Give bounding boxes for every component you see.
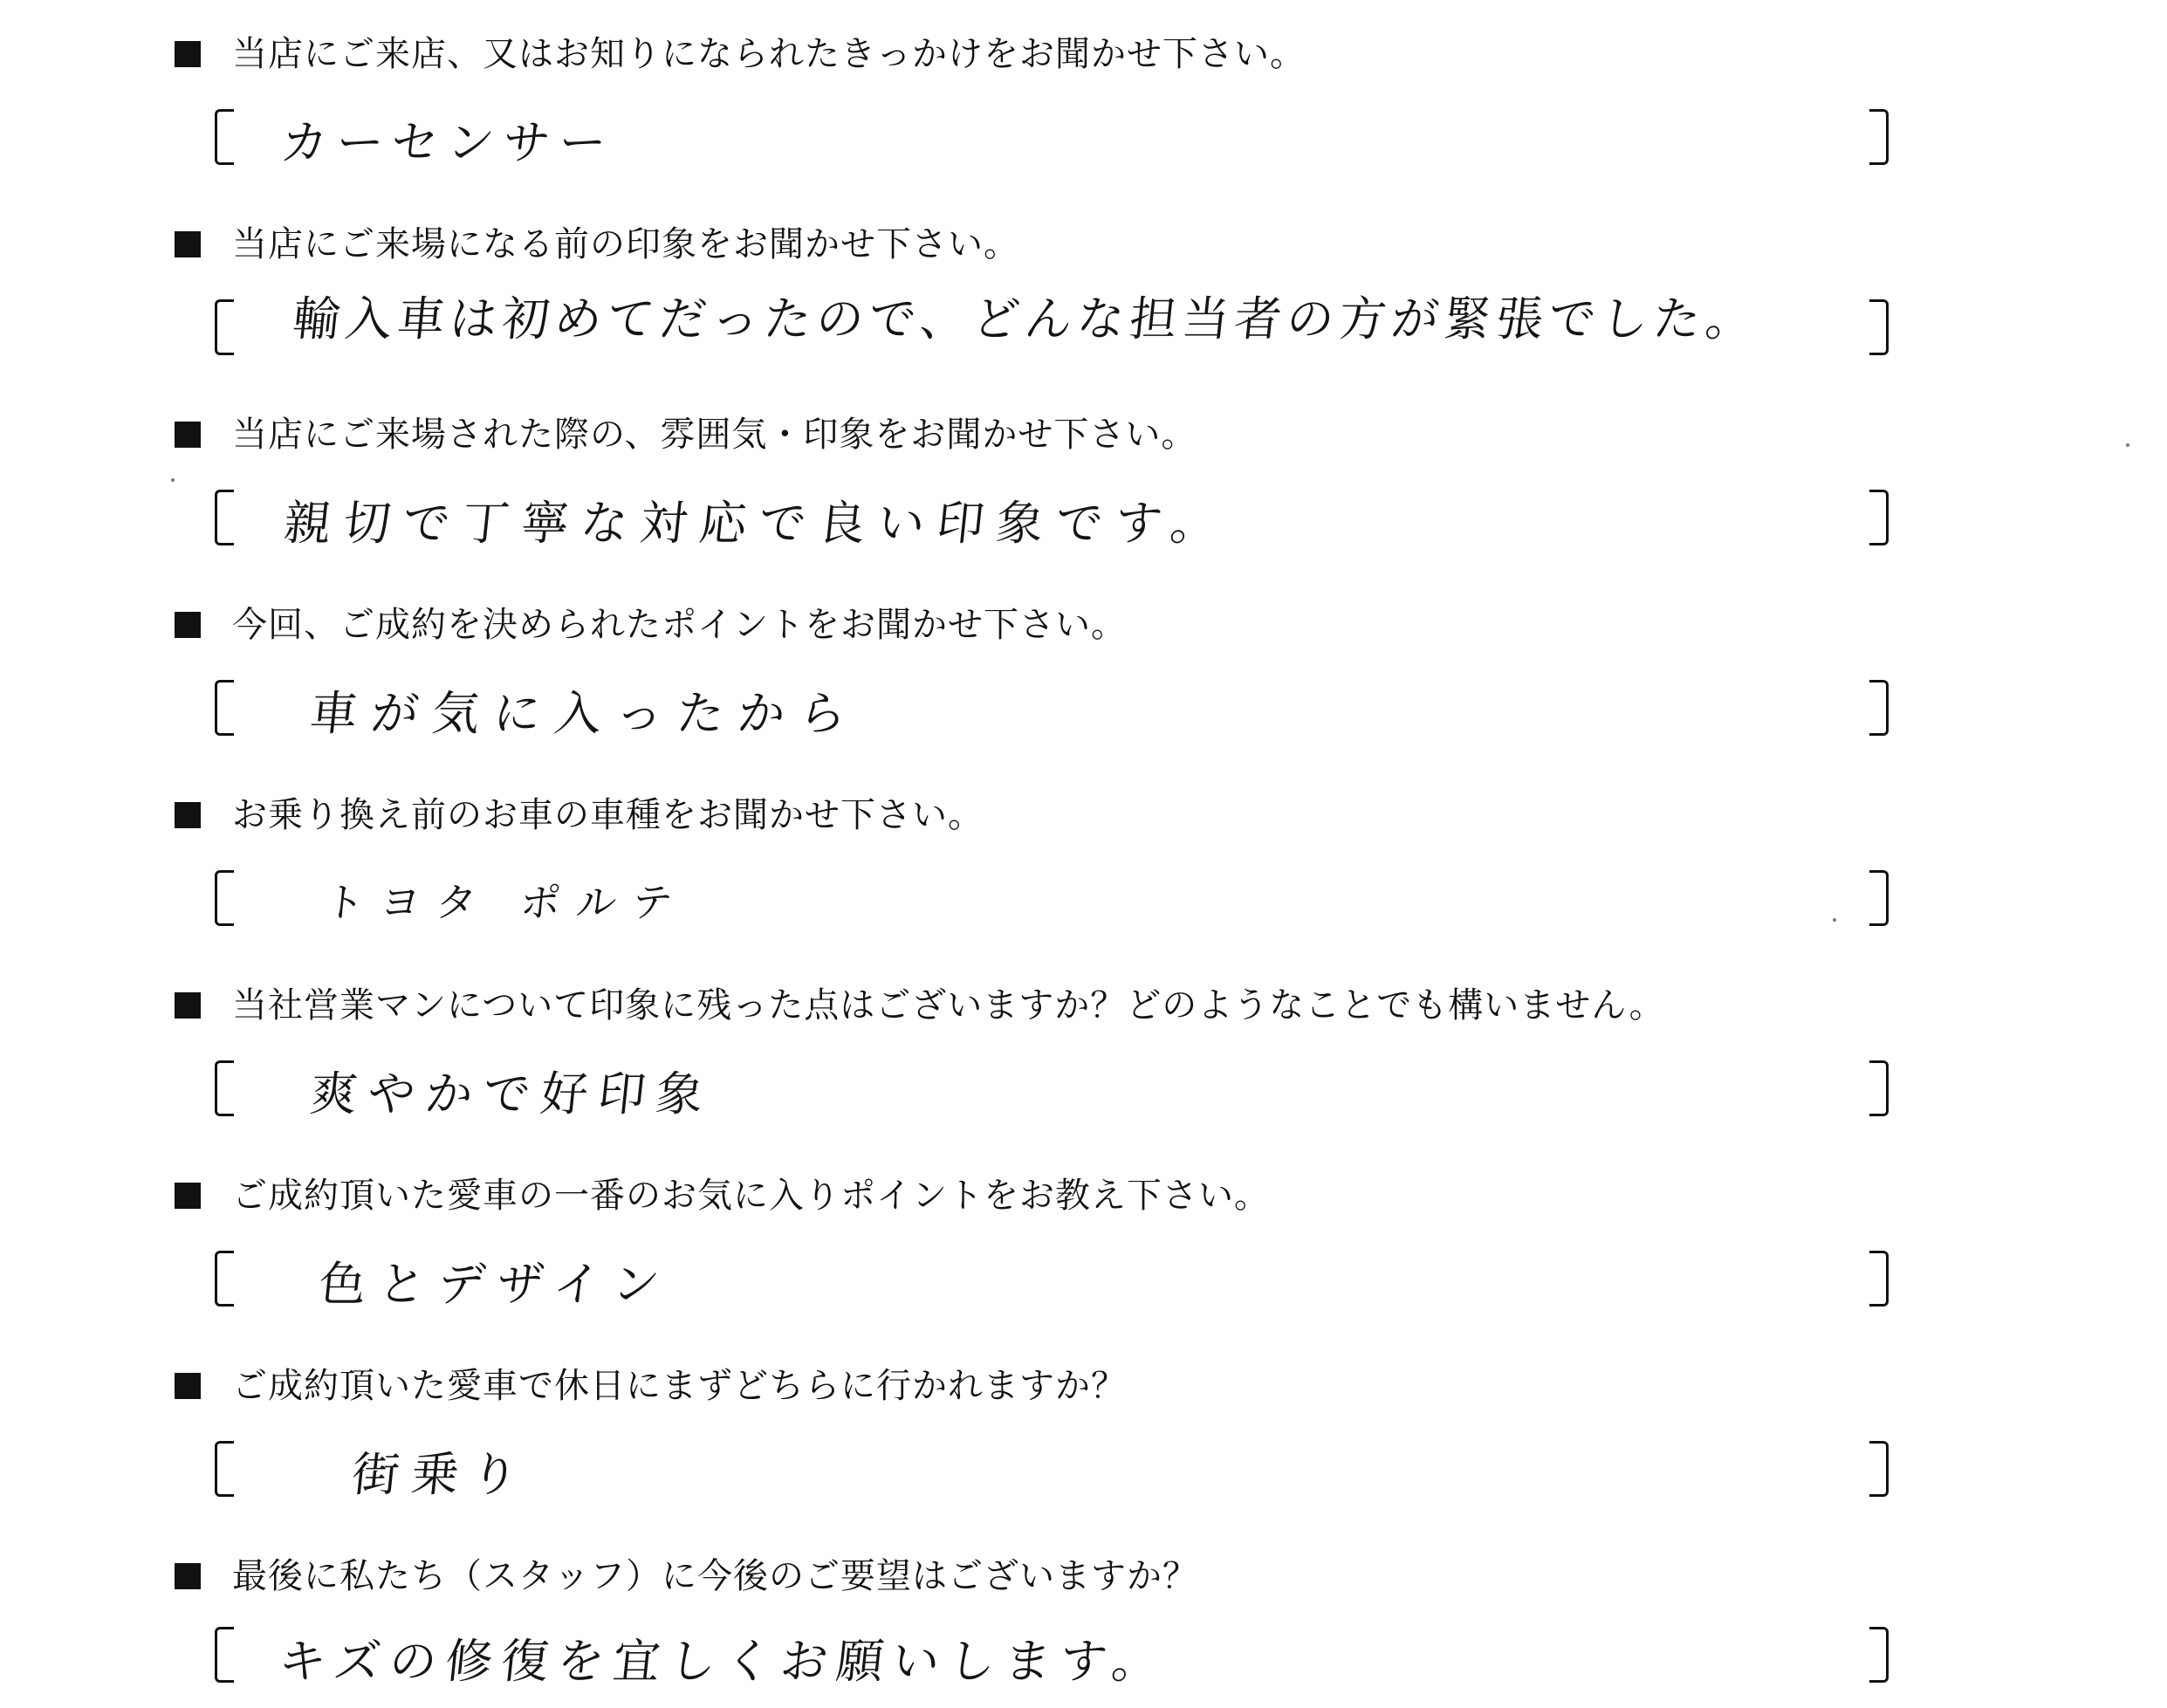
open-bracket (215, 299, 234, 355)
question (175, 408, 1197, 461)
open-bracket (215, 1251, 234, 1307)
question (175, 1170, 1270, 1222)
close-bracket (1869, 1627, 1889, 1683)
open-bracket (215, 1441, 234, 1497)
square-bullet-icon (175, 422, 201, 448)
survey-item (0, 969, 2167, 1159)
open-bracket (215, 1060, 234, 1116)
question-text: ご成約頂いた愛車の一番のお気に入りポイントをお教え下さい。 (232, 1176, 1270, 1216)
open-bracket (215, 1627, 234, 1683)
square-bullet-icon (175, 1183, 201, 1209)
handwritten-answer: キズの修復を宜しくお願いします。 (276, 1633, 1171, 1689)
question (175, 1550, 1198, 1602)
question-text: 今回、ご成約を決められたポイントをお聞かせ下さい。 (232, 605, 1127, 645)
close-bracket (1869, 1251, 1889, 1307)
square-bullet-icon (175, 1563, 201, 1589)
survey-item (0, 588, 2167, 779)
survey-item (0, 17, 2167, 208)
close-bracket (1869, 490, 1889, 545)
close-bracket (1869, 299, 1889, 355)
handwritten-answer: 街乗り (349, 1446, 533, 1502)
survey-item (0, 398, 2167, 588)
survey-item (0, 779, 2167, 969)
question (175, 789, 984, 841)
open-bracket (215, 109, 234, 165)
square-bullet-icon (175, 1373, 201, 1399)
survey-item (0, 1349, 2167, 1540)
question-text: 最後に私たち（スタッフ）に今後のご要望はございますか？ (232, 1556, 1198, 1596)
open-bracket (215, 490, 234, 545)
handwritten-answer: 親切で丁寧な対応で良い印象です。 (281, 495, 1233, 551)
scan-speck (1833, 918, 1836, 922)
scan-speck (171, 478, 175, 482)
close-bracket (1869, 680, 1889, 736)
open-bracket (215, 870, 234, 926)
close-bracket (1869, 1060, 1889, 1116)
handwritten-answer: 車が気に入ったから (307, 685, 863, 741)
question-text: 当店にご来店、又はお知りになられたきっかけをお聞かせ下さい。 (232, 34, 1306, 74)
question-text: ご成約頂いた愛車で休日にまずどちらに行かれますか？ (232, 1366, 1127, 1406)
scan-speck (2126, 443, 2129, 447)
survey-item (0, 1159, 2167, 1349)
question-text: 当社営業マンについて印象に残った点はございますか？どのようなことでも構いません。 (232, 985, 1665, 1025)
question (175, 218, 1019, 271)
handwritten-answer: 輸入車は初めてだったので、どんな担当者の方が緊張でした。 (290, 291, 1761, 346)
close-bracket (1869, 1441, 1889, 1497)
question-text: お乗り換え前のお車の車種をお聞かせ下さい。 (232, 795, 984, 835)
square-bullet-icon (175, 231, 201, 257)
open-bracket (215, 680, 234, 736)
question (175, 1360, 1127, 1412)
square-bullet-icon (175, 802, 201, 828)
survey-item (0, 1540, 2167, 1708)
question (175, 28, 1306, 80)
handwritten-answer: トヨタ ポルテ (321, 879, 691, 926)
handwritten-answer: 爽やかで好印象 (307, 1066, 717, 1122)
question (175, 979, 1665, 1032)
square-bullet-icon (175, 612, 201, 638)
question (175, 599, 1127, 651)
square-bullet-icon (175, 992, 201, 1019)
square-bullet-icon (175, 41, 201, 67)
question-text: 当店にご来場になる前の印象をお聞かせ下さい。 (232, 224, 1019, 264)
handwritten-answer: 色とデザイン (316, 1256, 675, 1312)
close-bracket (1869, 870, 1889, 926)
survey-item (0, 208, 2167, 398)
handwritten-answer: カーセンサー (278, 114, 618, 170)
close-bracket (1869, 109, 1889, 165)
question-text: 当店にご来場された際の、雰囲気・印象をお聞かせ下さい。 (232, 415, 1197, 455)
